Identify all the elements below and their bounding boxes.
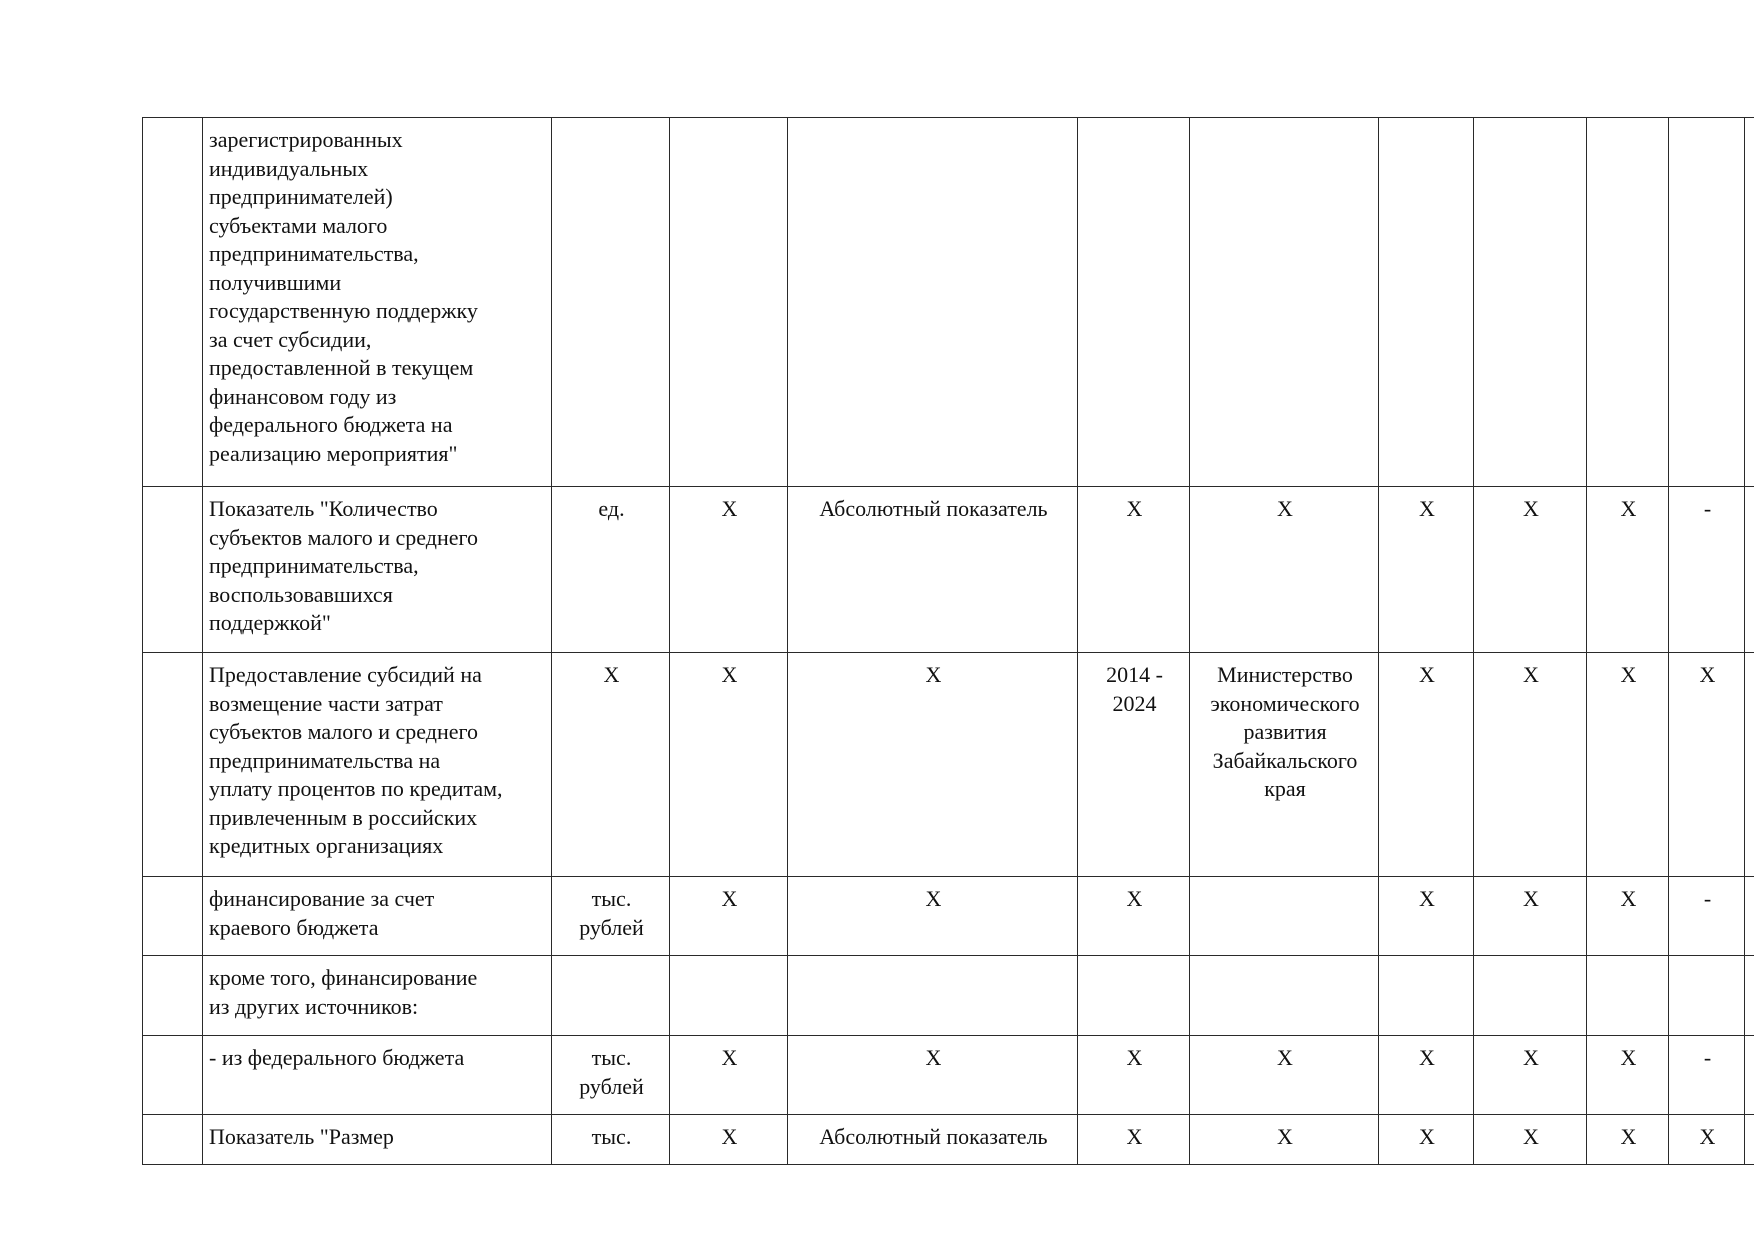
cell-col8 [1474, 956, 1587, 1036]
table-row [143, 118, 1754, 487]
cell-method: Абсолютный показатель [788, 487, 1078, 653]
cell-col3: X [670, 653, 788, 877]
cell-col10: - [1669, 877, 1745, 956]
cell-method [788, 956, 1078, 1036]
cell-unit: тыс. рублей [552, 877, 670, 956]
cell-col7: X [1379, 1036, 1474, 1115]
cell-col8 [1474, 118, 1587, 487]
cell-method [788, 118, 1078, 487]
cell-col9: X [1587, 487, 1669, 653]
cell-col10 [1669, 118, 1745, 487]
cell-unit: тыс. [552, 1115, 670, 1165]
cell-col7: X [1379, 487, 1474, 653]
table-body [143, 118, 1754, 1165]
cell-col10: - [1669, 487, 1745, 653]
cell-executor [1190, 877, 1379, 956]
cell-method: X [788, 653, 1078, 877]
cell-col9: X [1587, 1115, 1669, 1165]
cell-period: X [1078, 487, 1190, 653]
cell-unit: ед. [552, 487, 670, 653]
cell-indicator-name: зарегистрированных индивидуальных предпринимателей) субъектами малого предпринимательства, получившими государственную поддержку за счет субсидии, предоставленной в текущем финансовом году из федерального бюджета на реализацию мероприятия" [203, 118, 552, 487]
cell-col11 [1745, 877, 1754, 956]
cell-col7: X [1379, 1115, 1474, 1165]
cell-col3 [670, 956, 788, 1036]
cell-indicator-name: Показатель "Размер [203, 1115, 552, 1165]
cell-number [143, 487, 203, 653]
cell-col3: X [670, 1115, 788, 1165]
cell-col11 [1745, 1036, 1754, 1115]
cell-executor: Министерство экономического развития Забайкальского края [1190, 653, 1379, 877]
cell-unit: тыс. рублей [552, 1036, 670, 1115]
cell-col3: X [670, 877, 788, 956]
cell-number [143, 653, 203, 877]
cell-method: X [788, 877, 1078, 956]
cell-indicator-name: Показатель "Количество субъектов малого и среднего предпринимательства, воспользовавшихся поддержкой" [203, 487, 552, 653]
cell-col7: X [1379, 877, 1474, 956]
cell-col7: X [1379, 653, 1474, 877]
cell-indicator-name: - из федерального бюджета [203, 1036, 552, 1115]
cell-period [1078, 118, 1190, 487]
cell-method: Абсолютный показатель [788, 1115, 1078, 1165]
cell-executor: X [1190, 1115, 1379, 1165]
cell-col3: X [670, 1036, 788, 1115]
cell-method: X [788, 1036, 1078, 1115]
cell-number [143, 1115, 203, 1165]
cell-period: X [1078, 877, 1190, 956]
cell-executor: X [1190, 487, 1379, 653]
table-row [143, 1115, 1754, 1165]
cell-indicator-name: кроме того, финансирование из других источников: [203, 956, 552, 1036]
cell-col10: X [1669, 1115, 1745, 1165]
cell-indicator-name: Предоставление субсидий на возмещение части затрат субъектов малого и среднего предпринимательства на уплату процентов по кредитам, привлеченным в российских кредитных организациях [203, 653, 552, 877]
cell-col10: X [1669, 653, 1745, 877]
cell-col9: X [1587, 653, 1669, 877]
cell-col11 [1745, 487, 1754, 653]
cell-col11 [1745, 956, 1754, 1036]
cell-col10 [1669, 956, 1745, 1036]
cell-executor [1190, 956, 1379, 1036]
cell-col8: X [1474, 653, 1587, 877]
cell-period: 2014 - 2024 [1078, 653, 1190, 877]
cell-col9 [1587, 956, 1669, 1036]
cell-indicator-name: финансирование за счет краевого бюджета [203, 877, 552, 956]
cell-number [143, 877, 203, 956]
cell-col3: X [670, 487, 788, 653]
cell-period: X [1078, 1036, 1190, 1115]
cell-period [1078, 956, 1190, 1036]
table-row [143, 956, 1754, 1036]
cell-col7 [1379, 118, 1474, 487]
cell-col11 [1745, 118, 1754, 487]
cell-executor [1190, 118, 1379, 487]
cell-period: X [1078, 1115, 1190, 1165]
cell-unit [552, 956, 670, 1036]
cell-col10: - [1669, 1036, 1745, 1115]
cell-col8: X [1474, 877, 1587, 956]
cell-col7 [1379, 956, 1474, 1036]
program-table [142, 117, 1754, 1165]
table-row [143, 487, 1754, 653]
cell-number [143, 118, 203, 487]
cell-executor: X [1190, 1036, 1379, 1115]
cell-col9: X [1587, 877, 1669, 956]
cell-col8: X [1474, 487, 1587, 653]
cell-col8: X [1474, 1036, 1587, 1115]
cell-col9: X [1587, 1036, 1669, 1115]
table-row [143, 653, 1754, 877]
cell-col9 [1587, 118, 1669, 487]
cell-col11 [1745, 1115, 1754, 1165]
cell-col11 [1745, 653, 1754, 877]
cell-col8: X [1474, 1115, 1587, 1165]
cell-unit [552, 118, 670, 487]
table-row [143, 1036, 1754, 1115]
cell-number [143, 1036, 203, 1115]
cell-col3 [670, 118, 788, 487]
table-row [143, 877, 1754, 956]
cell-number [143, 956, 203, 1036]
cell-unit: X [552, 653, 670, 877]
